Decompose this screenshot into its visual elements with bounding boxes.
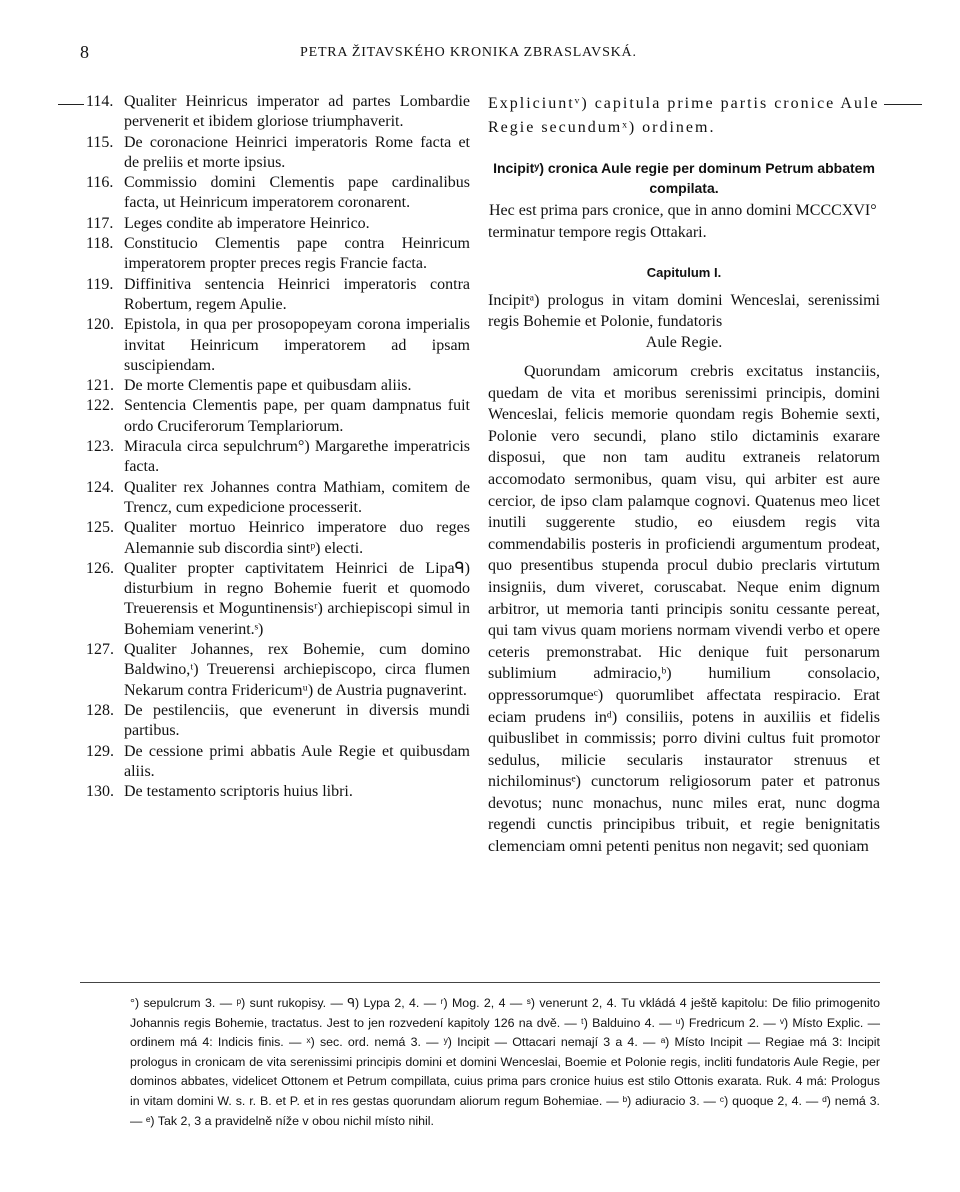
toc-item — [55, 640, 470, 701]
right-dash-mark — [884, 104, 922, 105]
toc-item-number: 125. — [86, 519, 114, 537]
page-header — [80, 42, 880, 68]
toc-item-text: Diffinitiva sentencia Heinrici imperatoris contra Robertum, regem Apulie. — [124, 275, 470, 313]
explicit-line: Expliciuntᵛ) capitula prime partis cronice Aule Regie secundumˣ) ordinem. — [488, 95, 880, 136]
toc-item-text: Leges condite ab imperatore Heinrico. — [124, 214, 370, 232]
toc-item-text: Qualiter propter captivitatem Heinrici de Lipaᑫ) disturbium in regno Bohemie fuerit et quomodo Treuerensis et Moguntinensisʳ) archiepiscopi simul in Bohemiam venerint.ˢ) — [124, 559, 470, 638]
toc-item-number: 114. — [86, 93, 114, 110]
toc-item-number: 127. — [86, 641, 114, 659]
toc-item-number: 115. — [86, 133, 114, 151]
footnotes — [80, 994, 880, 1131]
toc-item-text: De coronacione Heinrici imperatoris Rome facta et de preliis et morte ipsius. — [124, 133, 470, 171]
toc-item — [55, 133, 470, 174]
toc-item-text: De pestilenciis, que evenerunt in diversis mundi partibus. — [124, 701, 470, 740]
toc-item-text: De morte Clementis pape et quibusdam aliis. — [124, 377, 412, 395]
footnotes-text: °) sepulcrum 3. — ᵖ) sunt rukopisy. — ᑫ) Lypa 2, 4. — ʳ) Mog. 2, 4 — ˢ) venerunt 2, 4. Tu vkládá 4 ještě kapitolu: De filio primogenito Johannis regis Bohemie, tractatus. Jest to jen rozvedení kapitoly 126 na dvě. — ᵗ) Balduino 4. — ᵘ) Fredricum 2. — ᵛ) Místo Explic. — ordinem má 4: Indicis finis. — ˣ) sec. ord. nemá 3. — ʸ) Incipit — Ottacari nemají 3 a 4. — ᵃ) Místo Incipit — Regiae má 3: Incipit prologus in cronicam de vita serenissimi principis domini et domini Wenceslai, Boemie et Polonie regis, incliti fundatoris Aule Regie, per dominos abbates, videlicet Ottonem et Petrum compillata, cuius prima pars cronice huius est stilo Ottonis exarata. Ruk. 4 má: Prologus in vitam domini W. s. r. B. et P. et in res gestas quorundam aliorum regum Bohemiae. — ᵇ) adiuracio 3. — ᶜ) quoque 2, 4. — ᵈ) nemá 3. — ᵉ) Tak 2, 3 a pravidelně níže v obou nichil místo nihil. — [130, 996, 880, 1128]
toc-item-text: De cessione primi abbatis Aule Regie et quibusdam aliis. — [124, 742, 470, 780]
toc-item — [55, 275, 470, 316]
chapter-index-list — [55, 92, 470, 802]
toc-item-number: 130. — [86, 783, 114, 801]
toc-item-text: Commissio domini Clementis pape cardinalibus facta, ut Heinricum imperatorem coronarent. — [124, 174, 470, 212]
footnote-rule — [80, 982, 880, 983]
toc-item-text: Sentencia Clementis pape, per quam dampnatus fuit ordo Cruciferorum Templariorum. — [124, 397, 470, 435]
toc-item — [55, 376, 470, 396]
incipit-heading: Incipitʸ) cronica Aule regie per dominum Petrum abbatem compilata. — [493, 160, 875, 196]
toc-item — [55, 173, 470, 214]
toc-item-text: Qualiter Heinricus imperator ad partes Lombardie pervenerit et ibidem gloriose triumphaverit. — [124, 93, 470, 131]
toc-item — [55, 315, 470, 376]
prima-pars-note: Hec est prima pars cronice, que in anno domini MCCCXVI° terminatur tempore regis Ottakari. — [488, 202, 877, 241]
chapter-index-column — [55, 92, 470, 802]
prologue-title — [488, 290, 880, 353]
toc-item-number: 129. — [86, 742, 114, 760]
page-number: 8 — [80, 42, 89, 62]
toc-item-number: 126. — [86, 559, 114, 577]
toc-item-number: 116. — [86, 174, 114, 192]
toc-item-number: 118. — [86, 235, 114, 253]
toc-item — [55, 559, 470, 640]
toc-item — [55, 518, 470, 559]
toc-item — [55, 478, 470, 519]
toc-item-number: 119. — [86, 275, 114, 293]
toc-item-text: Qualiter Johannes, rex Bohemie, cum domino Baldwino,ᵗ) Treuerensi archiepiscopo, circa flumen Nekarum contra Fridericumᵘ) de Austria pugnaverint. — [124, 641, 470, 699]
toc-item-number: 120. — [86, 316, 114, 334]
toc-item-text: Epistola, in qua per prosopopeyam corona imperialis invitat Heinricum imperatorem ad ipsam suscipiendam. — [124, 316, 470, 374]
toc-item-text: De testamento scriptoris huius libri. — [124, 783, 353, 801]
prologue-title-last: Aule Regie. — [645, 334, 723, 351]
toc-item — [55, 701, 470, 742]
toc-item — [55, 92, 470, 133]
toc-item-text: Qualiter mortuo Heinrico imperatore duo reges Alemannie sub discordia sintᵖ) electi. — [124, 519, 470, 557]
toc-item — [55, 396, 470, 437]
toc-item-number: 123. — [86, 438, 114, 456]
toc-item — [55, 782, 470, 802]
toc-item-text: Miracula circa sepulchrum°) Margarethe imperatricis facta. — [124, 438, 470, 476]
toc-item — [55, 234, 470, 275]
running-head: PETRA ŽITAVSKÉHO KRONIKA ZBRASLAVSKÁ. — [300, 45, 637, 60]
toc-item — [55, 437, 470, 478]
toc-item — [55, 214, 470, 234]
toc-item-number: 117. — [86, 214, 114, 232]
toc-item-number: 124. — [86, 478, 114, 496]
toc-item-number: 121. — [86, 377, 114, 395]
prologue-body: Quorundam amicorum crebris excitatus instanciis, quedam de vita et moribus serenissimi principis, domini Wenceslai, felicis memorie quondam regis Bohemie sexti, Polonie vero secundi, plano stilo dictaminis exarare disposui, que non tam auditu extraneis relatorum accomodato sermonibus, quam visu, qui arbiter est aure cercior, de ipso clam palamque cognovi. Quatenus meo licet inutili suggerente studio, eo eiusdem regis vita commendabilis posteris in proficiendi argumentum prodeat, quo presentibus stupenda procul dubio preclaris virtutum insigniis, dum viveret, coruscabat. Neque enim dignum arbitror, ut memoria tanti principis sonitu cessante pereat, qui tam vivus quam moriens normam vivendi verbo et opere ceteris premonstrabat. Hic denique fuit personarum sublimium admiracio,ᵇ) humilium consolacio, oppressorumqueᶜ) quorumlibet affectata respiracio. Erat eciam prudens inᵈ) consiliis, potens in auxiliis et fidelis quibuslibet in commissis; porro divini cultus fuit promotor sedulus, milicie secularis instaurator strenuus et nichilominusᵉ) cunctorum religiosorum pater et patronus devotus; nunc monachus, nunc miles erat, nunc dogma regendi cunctis principibus tribuit, et regie benignitatis clemenciam omni petenti penitus non negavit; sed quoniam — [488, 363, 880, 856]
toc-item — [55, 742, 470, 783]
toc-item-number: 122. — [86, 397, 114, 415]
toc-item-text: Constitucio Clementis pape contra Heinricum imperatorem propter preces regis Francie facta. — [124, 235, 470, 273]
toc-item-text: Qualiter rex Johannes contra Mathiam, comitem de Trencz, cum expedicione processerit. — [124, 478, 470, 516]
toc-item-number: 128. — [86, 701, 114, 719]
chronicle-text-column — [488, 92, 880, 858]
chapter-heading: Capitulum I. — [646, 265, 722, 280]
prologue-title-text: Incipitᵃ) prologus in vitam domini Wenceslai, serenissimi regis Bohemie et Polonie, fundatoris — [488, 292, 880, 330]
